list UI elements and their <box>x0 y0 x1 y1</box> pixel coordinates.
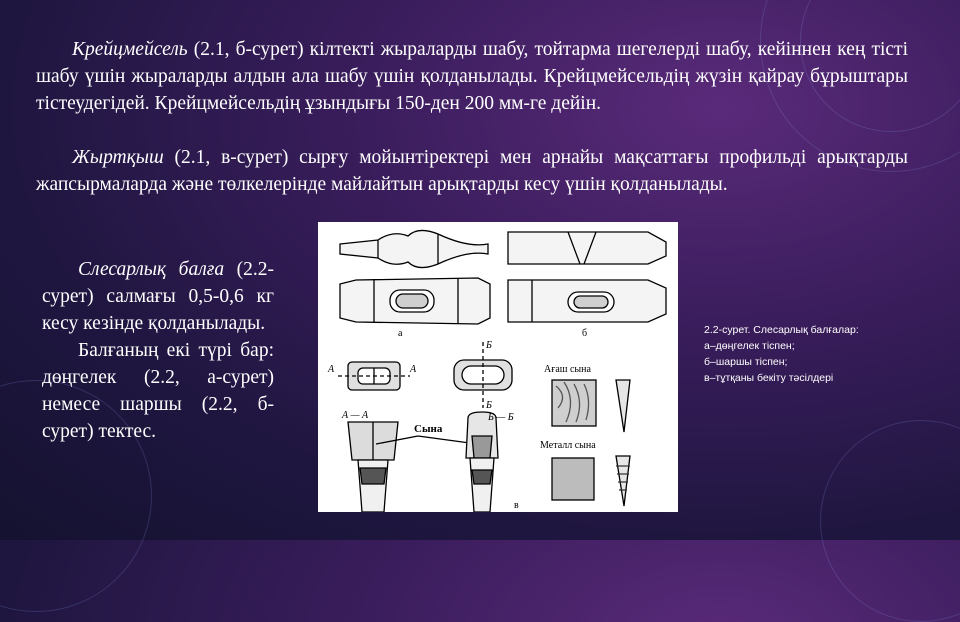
label-A-right: А <box>410 364 417 375</box>
hammer-drawing <box>318 222 678 512</box>
paragraph-hammer-text: (2.2-сурет) салмағы 0,5-0,6 кг кесу кезінде қолданылады. <box>42 259 274 334</box>
figure-caption <box>704 322 934 386</box>
term-hammer: Слесарлық балға <box>78 259 225 280</box>
paragraph-chisel <box>36 36 908 117</box>
caption-line-1: 2.2-сурет. Слесарлық балғалар: <box>704 324 859 336</box>
left-column <box>42 256 274 445</box>
label-section-AA: А — А <box>342 410 369 421</box>
decor-circle-bottom-right <box>820 420 960 622</box>
paragraph-groover-text: (2.1, в-сурет) сырғу мойынтіректері мен арнайы мақсаттағы профильді арықтарды жапсырмаларда және төлкелерінде майлайтын арықтарды кесу үшін қолданылады. <box>36 147 908 195</box>
label-A-left: А <box>328 364 335 375</box>
label-b: б <box>582 328 588 339</box>
label-wood-wedge: Ағаш сына <box>544 364 591 375</box>
hammer-figure <box>318 222 678 512</box>
caption-line-3: б–шаршы тіспен; <box>704 356 788 368</box>
paragraph-chisel-text: (2.1, б-сурет) кілтекті жыраларды шабу, тойтарма шегелерді шабу, кейіннен кең тісті шабу үшін жыраларды алдын ала шабу үшін қолданылады. Крейцмейсельдің жүзін қайрау бұрыштары тістеудегідей. Крейцмейсельдің ұзындығы 150-ден 200 мм-ге дейін. <box>36 39 908 114</box>
label-a: а <box>398 328 403 339</box>
label-B-top: Б <box>486 340 492 351</box>
term-groover: Жыртқыш <box>72 147 164 168</box>
paragraph-groover <box>36 144 908 198</box>
label-section-BB: Б — Б <box>488 412 514 423</box>
term-chisel: Крейцмейсель <box>72 39 188 60</box>
label-metal-wedge: Металл сына <box>540 440 596 451</box>
label-v: в <box>514 500 519 511</box>
paragraph-hammer <box>42 256 274 337</box>
caption-line-4: в–тұтқаны бекіту тәсілдері <box>704 372 834 384</box>
paragraph-hammer-types: Балғаның екі түрі бар: дөңгелек (2.2, а-сурет) немесе шаршы (2.2, б-сурет) тектес. <box>42 340 274 442</box>
caption-line-2: а–дөңгелек тіспен; <box>704 340 795 352</box>
label-B-bottom: Б <box>486 400 492 411</box>
label-wedge: Сына <box>414 423 443 435</box>
